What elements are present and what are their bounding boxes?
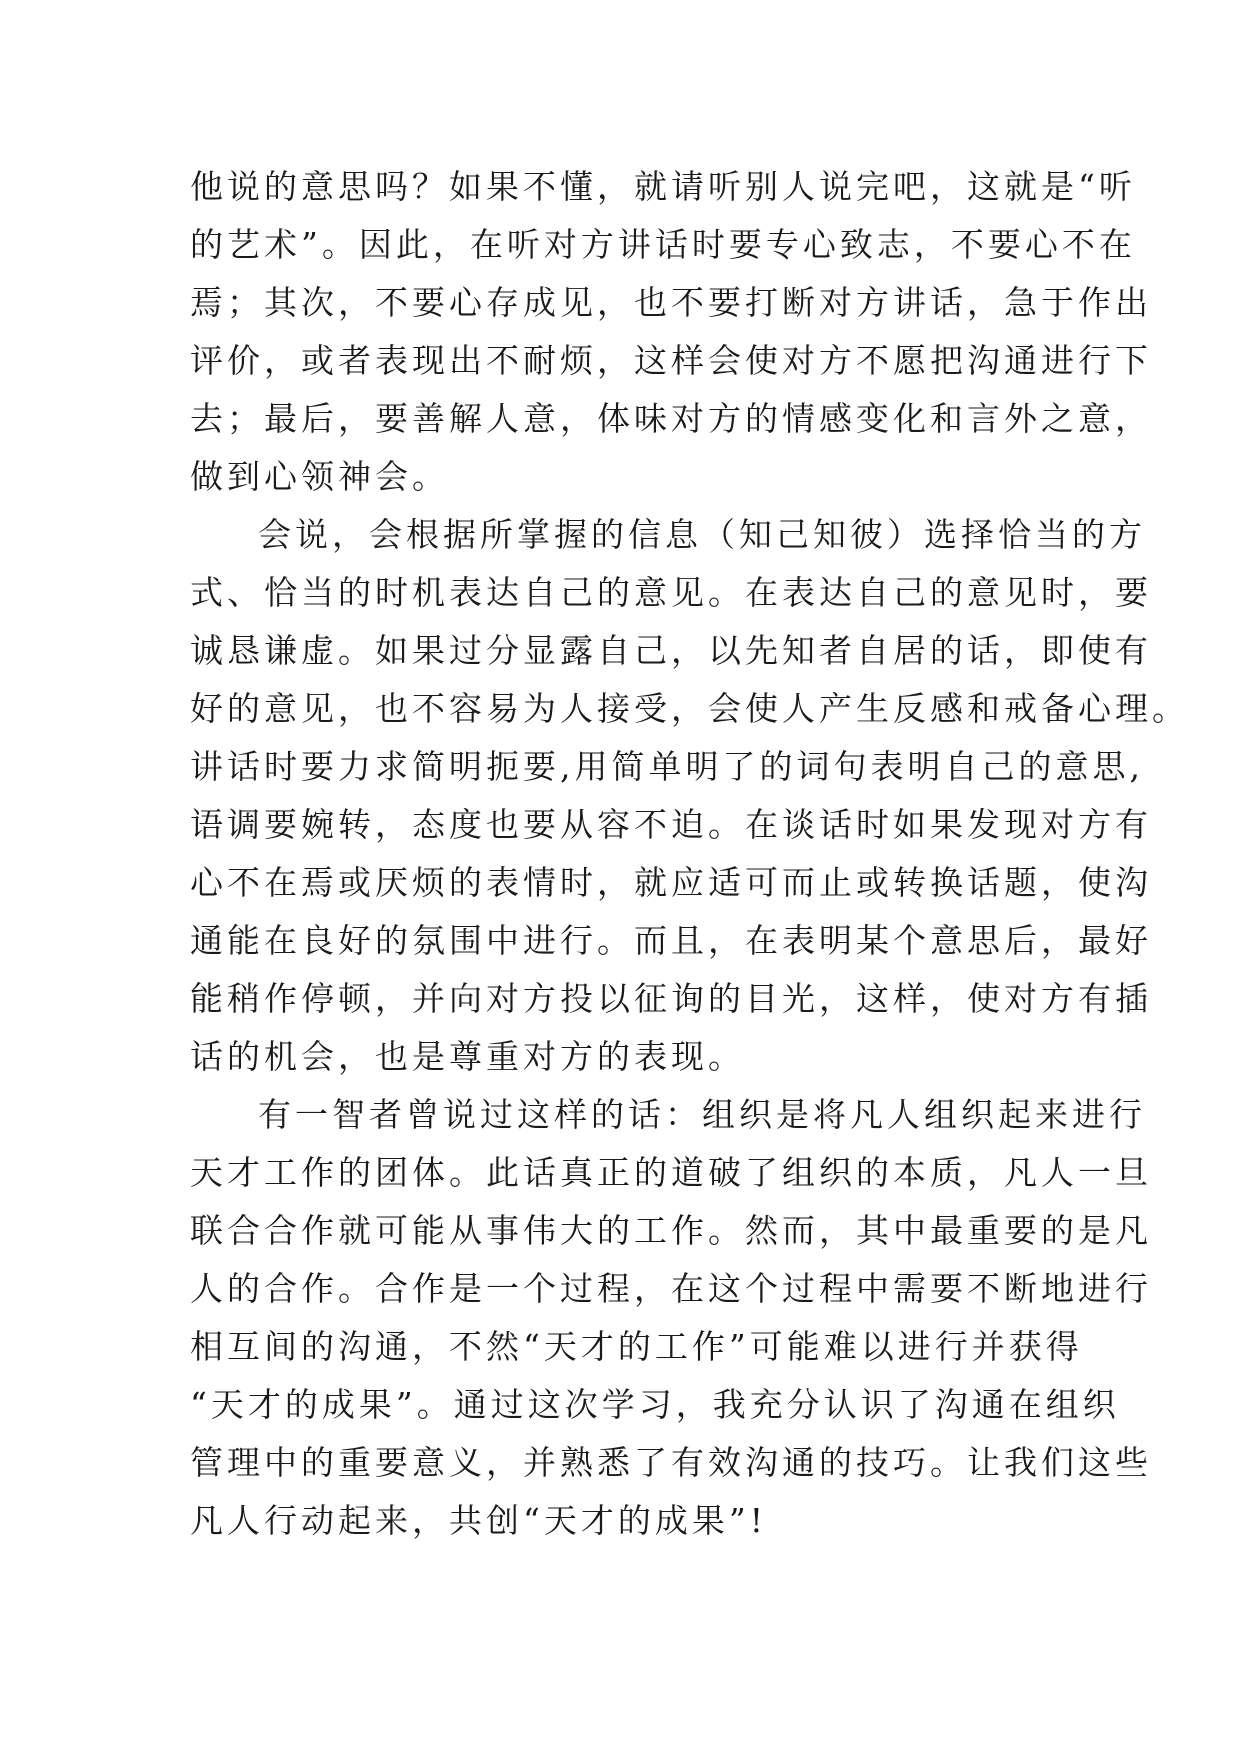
text-line: 式、恰当的时机表达自己的意见。在表达自己的意见时，要: [190, 573, 1152, 612]
text-line: 会说，会根据所掌握的信息（知己知彼）选择恰当的方: [258, 515, 1146, 554]
text-line: 做到心领神会。: [190, 457, 449, 496]
text-line: 通能在良好的氛围中进行。而且，在表明某个意思后，最好: [190, 921, 1152, 960]
text-line: 讲话时要力求简明扼要,用简单明了的词句表明自己的意思,: [190, 747, 1144, 786]
paragraph-listening: [190, 158, 1152, 506]
text-line: 相互间的沟通，不然“天才的工作”可能难以进行并获得: [190, 1327, 1083, 1366]
text-line: 评价，或者表现出不耐烦，这样会使对方不愿把沟通进行下: [190, 341, 1152, 380]
text-line: 诚恳谦虚。如果过分显露自己，以先知者自居的话，即使有: [190, 631, 1152, 670]
text-line: 联合合作就可能从事伟大的工作。然而，其中最重要的是凡: [190, 1211, 1152, 1250]
text-line: 天才工作的团体。此话真正的道破了组织的本质，凡人一旦: [190, 1153, 1152, 1192]
text-line: 他说的意思吗？如果不懂，就请听别人说完吧，这就是“听: [190, 167, 1136, 206]
text-line: 好的意见，也不容易为人接受，会使人产生反感和戒备心理。: [190, 689, 1189, 728]
text-line: 的艺术”。因此，在听对方讲话时要专心致志，不要心不在: [190, 225, 1136, 264]
text-line: “天才的成果”。通过这次学习，我充分认识了沟通在组织: [190, 1385, 1120, 1424]
text-line: 人的合作。合作是一个过程，在这个过程中需要不断地进行: [190, 1269, 1152, 1308]
text-line: 能稍作停顿，并向对方投以征询的目光，这样，使对方有插: [190, 979, 1152, 1018]
text-line: 有一智者曾说过这样的话：组织是将凡人组织起来进行: [258, 1095, 1146, 1134]
text-line: 去；最后，要善解人意，体味对方的情感变化和言外之意，: [190, 399, 1152, 438]
text-line: 凡人行动起来，共创“天才的成果”!: [190, 1501, 768, 1540]
text-line: 心不在焉或厌烦的表情时，就应适可而止或转换话题，使沟: [190, 863, 1152, 902]
text-line: 话的机会，也是尊重对方的表现。: [190, 1037, 745, 1076]
text-line: 管理中的重要意义，并熟悉了有效沟通的技巧。让我们这些: [190, 1443, 1152, 1482]
paragraph-conclusion: [190, 1086, 1152, 1550]
paragraph-speaking: [190, 506, 1189, 1086]
document-body: [190, 158, 1189, 1550]
text-line: 语调要婉转，态度也要从容不迫。在谈话时如果发现对方有: [190, 805, 1152, 844]
text-line: 焉；其次，不要心存成见，也不要打断对方讲话，急于作出: [190, 283, 1152, 322]
